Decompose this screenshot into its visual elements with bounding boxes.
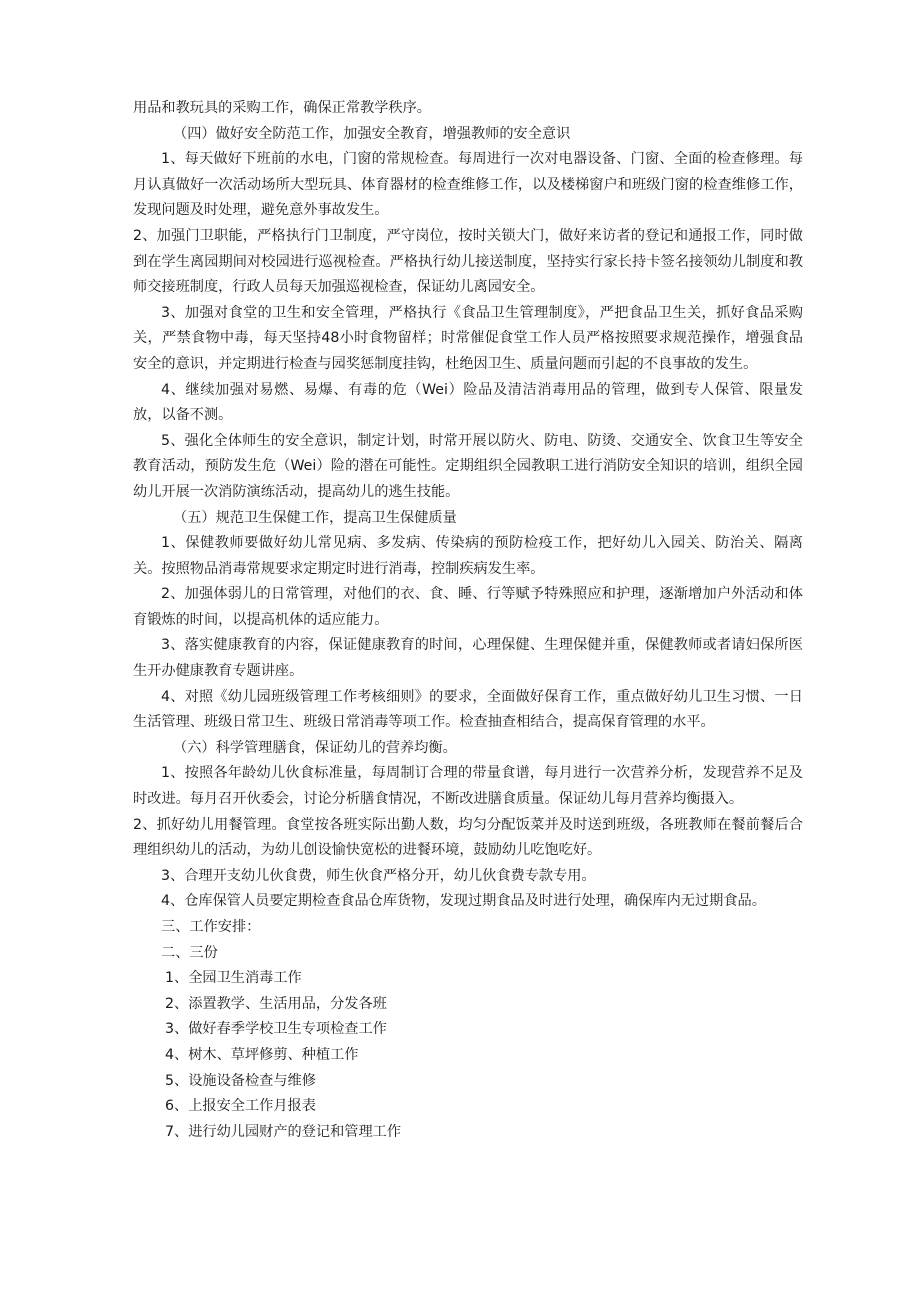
document-body — [133, 96, 803, 1145]
paragraph-diet-4: 4、仓库保管人员要定期检查食品仓库货物，发现过期食品及时进行处理，确保库内无过期食品。 — [161, 893, 766, 910]
paragraph-safety-3: 3、加强对食堂的卫生和安全管理，严格执行《食品卫生管理制度》，严把食品卫生关，抓好食品采购关，严禁食物中毒，每天坚持48小时食物留样；时常催促食堂工作人员严格按照要求规范操作，增强食品安全的意识，并定期进行检查与园奖惩制度挂钩，杜绝因卫生、质量问题而引起的不良事故的发生。 — [133, 304, 803, 372]
paragraph-procurement-end: 用品和教玩具的采购工作，确保正常教学秩序。 — [133, 100, 431, 116]
paragraph-health-2: 2、加强体弱儿的日常管理，对他们的衣、食、睡、行等赋予特殊照应和护理，逐渐增加户外活动和体育锻炼的时间，以提高机体的适应能力。 — [133, 586, 803, 628]
section-heading-diet: （六）科学管理膳食，保证幼儿的营养均衡。 — [173, 739, 457, 756]
section-heading-schedule: 三、工作安排： — [161, 919, 261, 935]
section-heading-health: （五）规范卫生保健工作，提高卫生保健质量 — [173, 509, 457, 526]
paragraph-diet-1: 1、按照各年龄幼儿伙食标准量，每周制订合理的带量食谱，每月进行一次营养分析，发现营养不足及时改进。每月召开伙委会，讨论分析膳食情况，不断改进膳食质量。保证幼儿每月营养均衡摄入。 — [133, 765, 803, 808]
paragraph-safety-2: 2、加强门卫职能，严格执行门卫制度，严守岗位，按时关锁大门，做好来访者的登记和通报工作，同时做到在学生离园期间对校园进行巡视检查。严格执行幼儿接送制度，坚持实行家长持卡签名接领幼儿制度和教师交接班制度，行政人员每天加强巡视检查，保证幼儿离园安全。 — [133, 227, 803, 296]
schedule-item-6: 6、上报安全工作月报表 — [165, 1098, 316, 1115]
paragraph-health-4: 4、对照《幼儿园班级管理工作考核细则》的要求，全面做好保育工作，重点做好幼儿卫生习惯、一日生活管理、班级日常卫生、班级日常消毒等项工作。检查抽查相结合，提高保育管理的水平。 — [133, 688, 803, 731]
paragraph-safety-5: 5、强化全体师生的安全意识，制定计划，时常开展以防火、防电、防烫、交通安全、饮食卫生等安全教育活动，预防发生危（Wei）险的潜在可能性。定期组织全园教职工进行消防安全知识的培训，组织全园幼儿开展一次消防演练活动，提高幼儿的逃生技能。 — [133, 432, 803, 500]
paragraph-safety-1: 1、每天做好下班前的水电，门窗的常规检查。每周进行一次对电器设备、门窗、全面的检查修理。每月认真做好一次活动场所大型玩具、体育器材的检查维修工作，以及楼梯窗户和班级门窗的检查维修工作，发现问题及时处理，避免意外事故发生。 — [133, 151, 803, 219]
schedule-item-4: 4、树木、草坪修剪、种植工作 — [165, 1046, 359, 1063]
paragraph-diet-3: 3、合理开支幼儿伙食费，师生伙食严格分开，幼儿伙食费专款专用。 — [161, 867, 596, 884]
paragraph-diet-2: 2、抓好幼儿用餐管理。食堂按各班实际出勤人数，均匀分配饭菜并及时送到班级，各班教师在餐前餐后合理组织幼儿的活动，为幼儿创设愉快宽松的进餐环境，鼓励幼儿吃饱吃好。 — [133, 816, 803, 859]
paragraph-safety-4: 4、继续加强对易燃、易爆、有毒的危（Wei）险品及清洁消毒用品的管理，做到专人保管、限量发放，以备不测。 — [133, 381, 803, 424]
paragraph-health-3: 3、落实健康教育的内容，保证健康教育的时间，心理保健、生理保健并重，保健教师或者请妇保所医生开办健康教育专题讲座。 — [133, 637, 803, 680]
schedule-item-7: 7、进行幼儿园财产的登记和管理工作 — [165, 1123, 402, 1140]
paragraph-health-1: 1、保健教师要做好幼儿常见病、多发病、传染病的预防检疫工作，把好幼儿入园关、防治关、隔离关。按照物品消毒常规要求定期定时进行消毒，控制疾病发生率。 — [133, 535, 803, 577]
section-heading-safety: （四）做好安全防范工作，加强安全教育，增强教师的安全意识 — [173, 125, 571, 142]
schedule-item-2: 2、添置教学、生活用品，分发各班 — [165, 995, 387, 1012]
schedule-item-1: 1、全园卫生消毒工作 — [165, 970, 302, 987]
schedule-item-5: 5、设施设备检查与维修 — [165, 1072, 316, 1089]
schedule-item-3: 3、做好春季学校卫生专项检查工作 — [165, 1021, 387, 1038]
schedule-month-heading: 二、三份 — [161, 944, 218, 961]
